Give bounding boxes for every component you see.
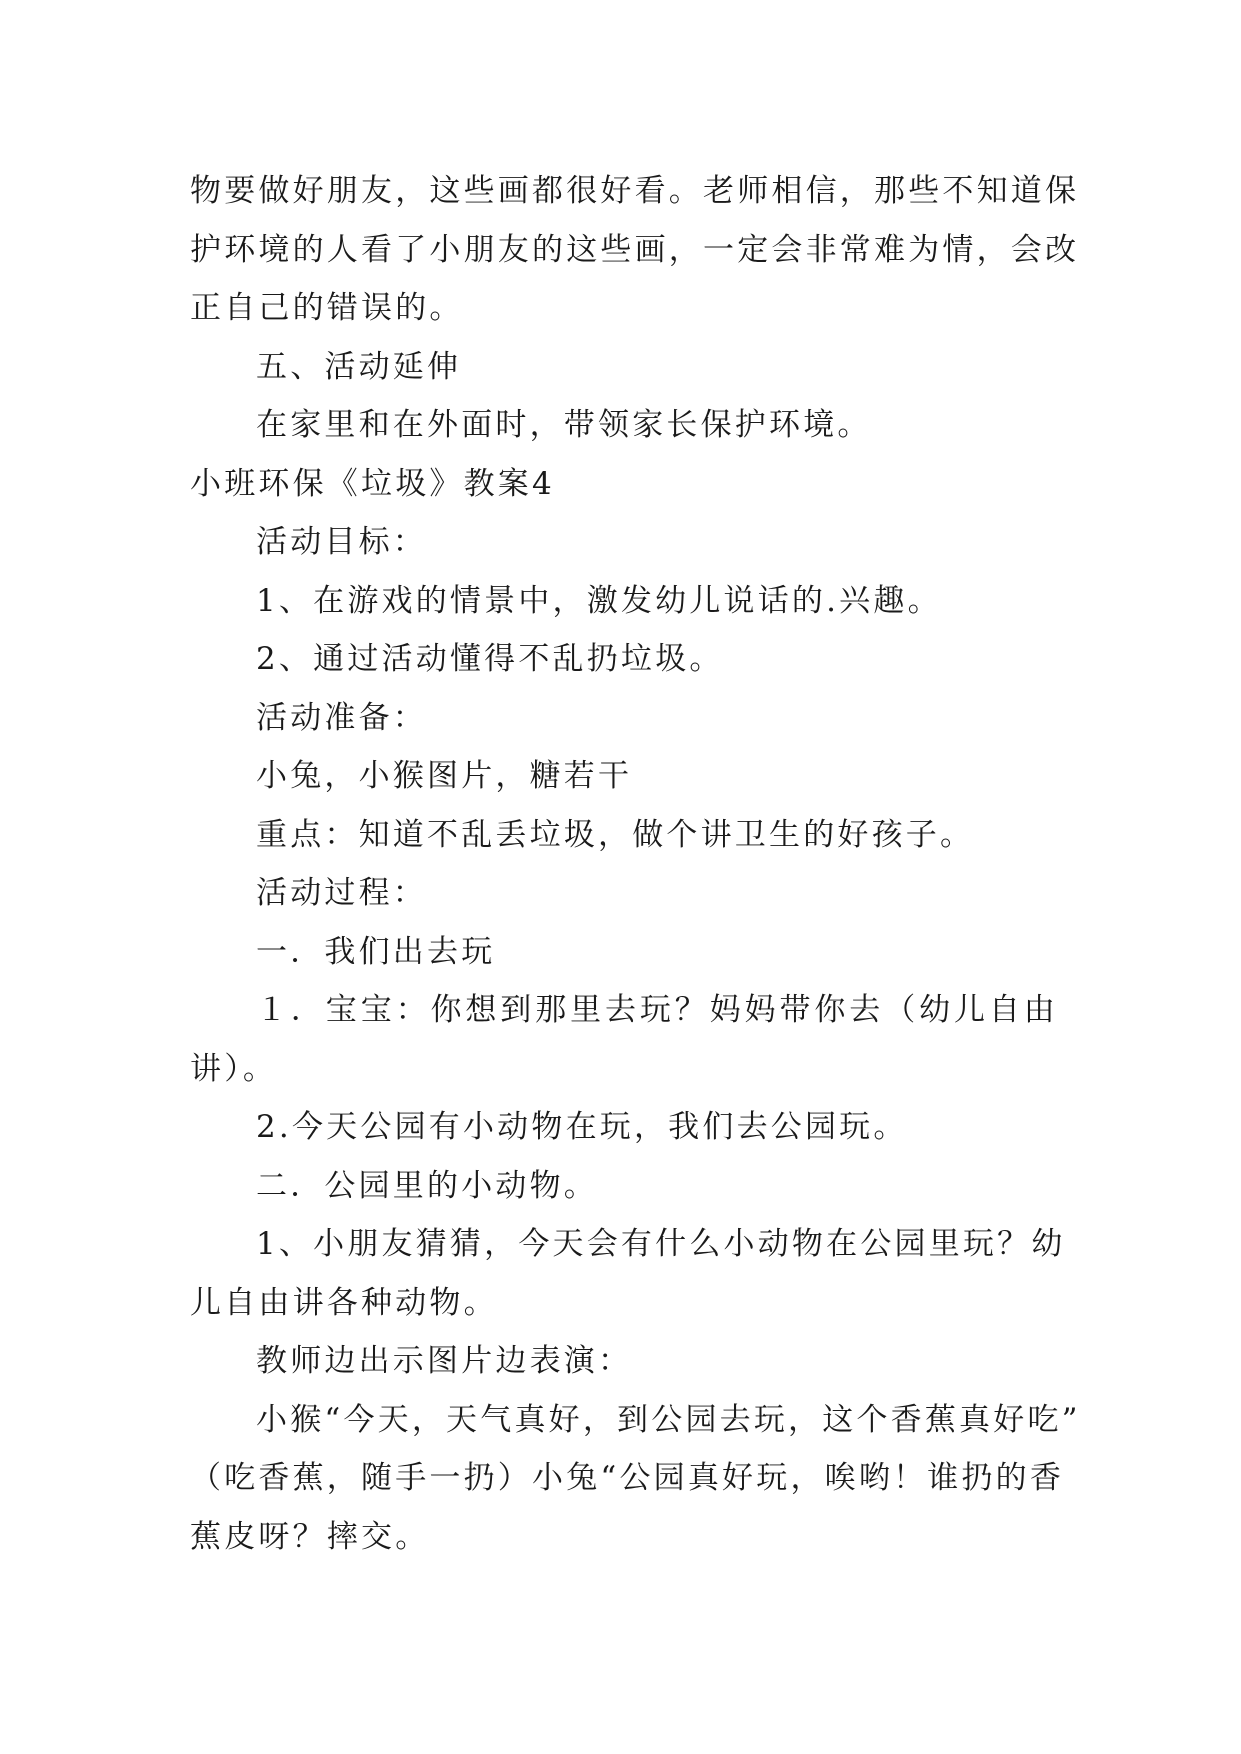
paragraph-line: 蕉皮呀？摔交。 <box>190 1518 430 1555</box>
list-item: １．宝宝：你想到那里去玩？妈妈带你去（幼儿自由 <box>256 992 1058 1028</box>
paragraph-line: （吃香蕉，随手一扔）小兔“公园真好玩，唉哟！谁扔的香 <box>190 1460 1065 1496</box>
section-heading: 活动目标： <box>256 524 427 560</box>
paragraph-line: 小猴“今天，天气真好，到公园去玩，这个香蕉真好吃” <box>256 1401 1081 1438</box>
paragraph-line: 小兔，小猴图片，糖若干 <box>256 758 633 794</box>
paragraph-line: 护环境的人看了小朋友的这些画，一定会非常难为情，会改 <box>190 231 1080 268</box>
paragraph-line: 在家里和在外面时，带领家长保护环境。 <box>256 407 872 443</box>
paragraph-line: 儿自由讲各种动物。 <box>190 1284 498 1321</box>
list-item: 2、通过活动懂得不乱扔垃圾。 <box>256 641 724 677</box>
paragraph-line: 教师边出示图片边表演： <box>256 1343 633 1379</box>
paragraph-line: 正自己的错误的。 <box>190 290 464 326</box>
section-heading: 活动准备： <box>256 699 427 736</box>
section-heading: 活动过程： <box>256 875 427 911</box>
paragraph-line: 物要做好朋友，这些画都很好看。老师相信，那些不知道保 <box>190 173 1080 209</box>
section-heading: 二．公园里的小动物。 <box>256 1167 598 1204</box>
list-item: 1、在游戏的情景中，激发幼儿说话的.兴趣。 <box>256 582 942 619</box>
paragraph-line: 讲）。 <box>190 1050 278 1087</box>
list-item: 1、小朋友猜猜，今天会有什么小动物在公园里玩？幼 <box>256 1226 1066 1262</box>
paragraph-line: 重点：知道不乱丢垃圾，做个讲卫生的好孩子。 <box>256 816 975 853</box>
section-heading: 一．我们出去玩 <box>256 933 496 970</box>
section-heading: 五、活动延伸 <box>256 348 462 385</box>
document-title: 小班环保《垃圾》教案4 <box>190 465 555 502</box>
document-body <box>190 162 1081 1566</box>
list-item: 2.今天公园有小动物在玩，我们去公园玩。 <box>256 1109 908 1145</box>
